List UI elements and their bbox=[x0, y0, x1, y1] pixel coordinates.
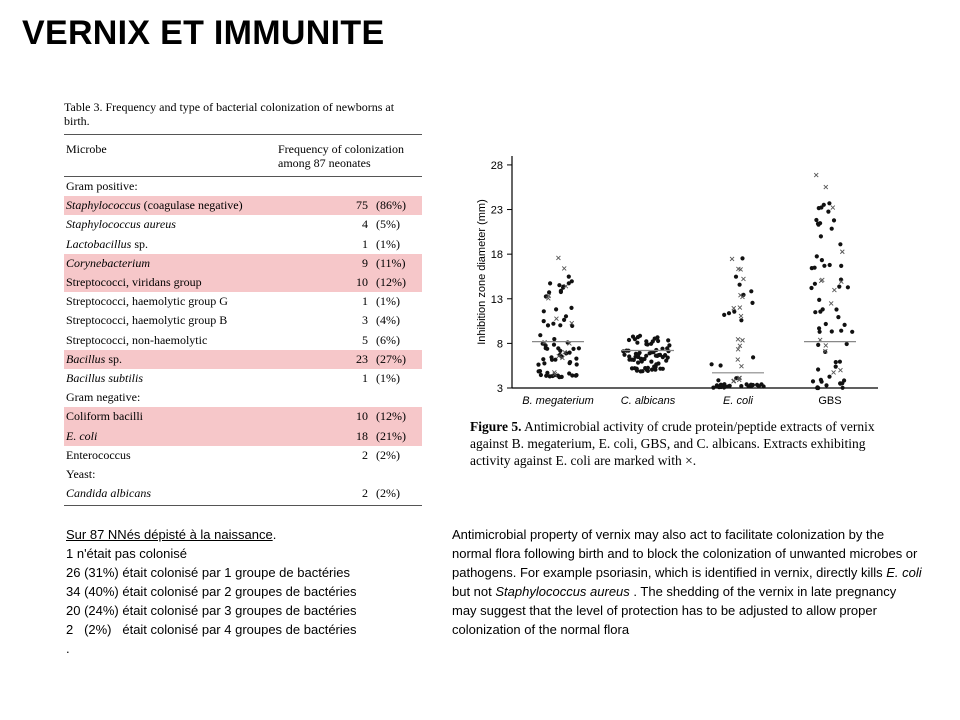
data-point bbox=[815, 254, 819, 258]
data-point bbox=[839, 329, 843, 333]
slide-title: VERNIX ET IMMUNITE bbox=[22, 14, 385, 52]
data-point bbox=[817, 326, 821, 330]
data-point bbox=[739, 318, 743, 322]
data-point bbox=[834, 365, 838, 369]
data-point bbox=[552, 343, 556, 347]
table-caption: Table 3. Frequency and type of bacterial colonization of newborns at birth. bbox=[64, 100, 395, 128]
microbe-label: Yeast: bbox=[66, 466, 96, 481]
screening-line: 2 (2%) était colonisé par 4 groupes de bactéries bbox=[66, 622, 357, 637]
data-point bbox=[841, 386, 845, 390]
paragraph-staph: Staphylococcus aureus bbox=[495, 584, 630, 599]
x-marked-point bbox=[738, 306, 742, 310]
table-row bbox=[64, 254, 422, 273]
table-row bbox=[64, 196, 422, 215]
data-point bbox=[569, 306, 573, 310]
x-marked-point bbox=[824, 343, 828, 347]
colonization-percent: (12%) bbox=[376, 275, 406, 290]
colonization-percent: (1%) bbox=[376, 294, 400, 309]
data-point bbox=[571, 347, 575, 351]
data-point bbox=[846, 285, 850, 289]
table-row bbox=[64, 292, 422, 311]
x-marked-point bbox=[562, 266, 566, 270]
microbe-name bbox=[66, 409, 348, 424]
y-tick-label: 18 bbox=[490, 249, 503, 262]
x-marked-point bbox=[730, 257, 734, 261]
data-point bbox=[655, 354, 659, 358]
data-point bbox=[751, 383, 755, 387]
data-point bbox=[644, 342, 648, 346]
screening-line: . bbox=[66, 641, 70, 656]
x-marked-point bbox=[736, 358, 740, 362]
data-point bbox=[850, 330, 854, 334]
table-row bbox=[64, 426, 422, 445]
microbe-name bbox=[66, 237, 348, 252]
microbe-label: Bacillus bbox=[66, 351, 106, 366]
data-point bbox=[716, 378, 720, 382]
data-point bbox=[824, 383, 828, 387]
table-row bbox=[64, 311, 422, 330]
colonization-count: 1 bbox=[362, 370, 368, 385]
screening-heading: Sur 87 NNés dépisté à la naissance bbox=[66, 527, 273, 542]
x-marked-point bbox=[739, 314, 743, 318]
data-point bbox=[627, 338, 631, 342]
data-point bbox=[663, 353, 667, 357]
y-tick-label: 28 bbox=[490, 159, 503, 172]
data-point bbox=[827, 201, 831, 205]
data-point bbox=[819, 234, 823, 238]
table-top-rule bbox=[64, 134, 422, 135]
data-point bbox=[759, 382, 763, 386]
microbe-label: Bacillus subtilis bbox=[66, 370, 144, 385]
colonization-percent: (1%) bbox=[376, 370, 400, 385]
screening-line: 34 (40%) était colonisé par 2 groupes de bactéries bbox=[66, 584, 357, 599]
microbe-label: Streptococci, non-haemolytic bbox=[66, 332, 208, 347]
data-point bbox=[719, 383, 723, 387]
microbe-name bbox=[66, 486, 348, 501]
data-point bbox=[557, 283, 561, 287]
colonization-count: 9 bbox=[362, 255, 368, 270]
scatter-chart bbox=[468, 150, 888, 412]
x-marked-point bbox=[840, 250, 844, 254]
table-row bbox=[64, 484, 422, 503]
data-point bbox=[727, 311, 731, 315]
data-point bbox=[548, 281, 552, 285]
data-point bbox=[845, 342, 849, 346]
data-point bbox=[710, 362, 714, 366]
data-point bbox=[834, 307, 838, 311]
data-point bbox=[843, 323, 847, 327]
data-point bbox=[728, 384, 732, 388]
data-point bbox=[814, 218, 818, 222]
data-point bbox=[635, 341, 639, 345]
x-marked-point bbox=[831, 206, 835, 210]
data-point bbox=[544, 374, 548, 378]
column-header-microbe: Microbe bbox=[66, 142, 107, 156]
microbe-name bbox=[66, 217, 348, 232]
colonization-percent: (11%) bbox=[376, 255, 406, 270]
paragraph-part-2: but not bbox=[452, 584, 496, 599]
microbe-name bbox=[66, 333, 348, 348]
figure-caption bbox=[470, 418, 890, 469]
data-point bbox=[711, 386, 715, 390]
microbe-label: Staphylococcus aureus bbox=[66, 217, 176, 232]
column-header-frequency: Frequency of colonization among 87 neonates bbox=[278, 142, 404, 170]
microbe-label: Coliform bacilli bbox=[66, 409, 143, 424]
data-point bbox=[813, 282, 817, 286]
data-point bbox=[816, 223, 820, 227]
microbe-name bbox=[66, 198, 348, 213]
data-point bbox=[750, 301, 754, 305]
colonization-count: 18 bbox=[356, 428, 368, 443]
data-point bbox=[818, 310, 822, 314]
data-point bbox=[666, 338, 670, 342]
data-point bbox=[631, 335, 635, 339]
data-point bbox=[815, 385, 819, 389]
data-point bbox=[838, 360, 842, 364]
data-point bbox=[568, 360, 572, 364]
microbe-label: Streptococci, haemolytic group B bbox=[66, 313, 228, 328]
table-row bbox=[64, 369, 422, 388]
x-category-label: E. coli bbox=[723, 395, 753, 407]
data-point bbox=[538, 333, 542, 337]
colonization-percent: (12%) bbox=[376, 409, 406, 424]
microbe-name bbox=[66, 371, 348, 386]
colonization-percent: (1%) bbox=[376, 236, 400, 251]
data-point bbox=[577, 346, 581, 350]
data-point bbox=[828, 263, 832, 267]
data-point bbox=[749, 289, 753, 293]
colonization-count: 4 bbox=[362, 217, 368, 232]
microbe-label: Streptococci, haemolytic group G bbox=[66, 294, 228, 309]
data-point bbox=[635, 367, 639, 371]
x-marked-point bbox=[739, 364, 743, 368]
colonization-count: 1 bbox=[362, 236, 368, 251]
x-marked-point bbox=[832, 370, 836, 374]
x-category-label: GBS bbox=[818, 395, 842, 407]
colonization-percent: (2%) bbox=[376, 447, 400, 462]
microbe-label: Enterococcus bbox=[66, 447, 131, 462]
data-point bbox=[664, 359, 668, 363]
table-header bbox=[64, 139, 422, 176]
x-marked-point bbox=[824, 185, 828, 189]
screening-heading-end: . bbox=[272, 527, 277, 542]
y-tick-label: 13 bbox=[490, 293, 503, 306]
microbe-name bbox=[66, 352, 348, 367]
x-marked-point bbox=[838, 368, 842, 372]
data-point bbox=[667, 343, 671, 347]
data-point bbox=[837, 285, 841, 289]
colonization-count: 2 bbox=[362, 447, 368, 462]
data-point bbox=[646, 369, 650, 373]
colonization-percent: (4%) bbox=[376, 313, 400, 328]
data-point bbox=[575, 362, 579, 366]
data-point bbox=[636, 355, 640, 359]
data-point bbox=[826, 210, 830, 214]
colonization-percent: (27%) bbox=[376, 351, 406, 366]
colonization-count: 10 bbox=[356, 409, 368, 424]
data-point bbox=[560, 375, 564, 379]
colonization-percent: (86%) bbox=[376, 198, 406, 213]
data-point bbox=[564, 314, 568, 318]
data-point bbox=[723, 385, 727, 389]
colonization-count: 3 bbox=[362, 313, 368, 328]
microbe-suffix: sp. bbox=[105, 351, 122, 366]
data-point bbox=[559, 290, 563, 294]
data-point bbox=[738, 283, 742, 287]
data-point bbox=[552, 337, 556, 341]
data-point bbox=[719, 363, 723, 367]
colonization-count: 23 bbox=[356, 351, 368, 366]
table-row bbox=[64, 235, 422, 254]
x-marked-point bbox=[829, 301, 833, 305]
microbe-label: Staphylococcus bbox=[66, 198, 141, 213]
data-point bbox=[542, 319, 546, 323]
data-point bbox=[813, 310, 817, 314]
data-point bbox=[630, 358, 634, 362]
data-point bbox=[755, 383, 759, 387]
data-point bbox=[636, 361, 640, 365]
data-point bbox=[537, 369, 541, 373]
data-point bbox=[636, 335, 640, 339]
data-point bbox=[820, 258, 824, 262]
microbe-label: Corynebacterium bbox=[66, 255, 150, 270]
data-point bbox=[546, 323, 550, 327]
data-point bbox=[838, 242, 842, 246]
table-row bbox=[64, 273, 422, 292]
figure-caption-text: Antimicrobial activity of crude protein/peptide extracts of vernix against B. megaterium, E. coli, GBS, and C. albicans. Extracts exhibiting activity against E. coli are marked with ×. bbox=[470, 419, 875, 468]
data-point bbox=[656, 339, 660, 343]
data-point bbox=[819, 205, 823, 209]
colonization-count: 75 bbox=[356, 198, 368, 213]
y-tick-label: 23 bbox=[490, 204, 503, 217]
table-body bbox=[64, 177, 422, 503]
figure-label: Figure 5. bbox=[470, 419, 522, 434]
microbe-suffix: sp. bbox=[131, 236, 149, 251]
data-point bbox=[536, 363, 540, 367]
colonization-percent: (6%) bbox=[376, 332, 400, 347]
screening-summary bbox=[66, 525, 446, 658]
data-point bbox=[740, 256, 744, 260]
data-point bbox=[654, 362, 658, 366]
data-point bbox=[545, 347, 549, 351]
microbe-label: E. coli bbox=[66, 428, 98, 443]
table-row bbox=[64, 407, 422, 426]
microbe-name bbox=[66, 179, 348, 194]
data-point bbox=[816, 343, 820, 347]
paragraph-part-3: . The shedding of the vernix in late pregnancy may suggest that the level of protection has to be adjusted to allow proper colonization of the normal flora bbox=[452, 584, 897, 637]
y-tick-label: 3 bbox=[496, 383, 503, 395]
microbe-name bbox=[66, 448, 348, 463]
data-point bbox=[653, 337, 657, 341]
data-point bbox=[554, 307, 558, 311]
table-row bbox=[64, 331, 422, 350]
data-point bbox=[811, 379, 815, 383]
microbe-label: Streptococci, viridans group bbox=[66, 275, 202, 290]
data-point bbox=[817, 298, 821, 302]
x-marked-point bbox=[736, 337, 740, 341]
screening-line: 1 n'était pas colonisé bbox=[66, 546, 188, 561]
data-point bbox=[819, 378, 823, 382]
data-point bbox=[827, 375, 831, 379]
paragraph-part-1: Antimicrobial property of vernix may also act to facilitate colonization by the normal flora following birth and to block the colonization of unwanted microbes or pathogens. For example psoriasin, which is identified in vernix, directly kills bbox=[452, 527, 918, 580]
screening-line: 20 (24%) était colonisé par 3 groupes de bactéries bbox=[66, 603, 357, 618]
data-point bbox=[574, 374, 578, 378]
vernix-paragraph bbox=[452, 525, 922, 639]
microbe-label: Gram positive: bbox=[66, 179, 138, 194]
microbe-label: Lactobacillus bbox=[66, 236, 132, 251]
data-point bbox=[722, 313, 726, 317]
y-axis-label: Inhibition zone diameter (mm) bbox=[476, 199, 488, 345]
data-point bbox=[832, 218, 836, 222]
data-point bbox=[542, 361, 546, 365]
table-bottom-rule bbox=[64, 505, 422, 506]
x-category-label: C. albicans bbox=[620, 395, 676, 407]
colonization-percent: (2%) bbox=[376, 486, 400, 501]
colonization-count: 1 bbox=[362, 294, 368, 309]
data-point bbox=[813, 266, 817, 270]
data-point bbox=[830, 329, 834, 333]
x-marked-point bbox=[832, 288, 836, 292]
data-point bbox=[840, 381, 844, 385]
colonization-percent: (5%) bbox=[376, 217, 400, 232]
data-point bbox=[644, 354, 648, 358]
data-point bbox=[558, 349, 562, 353]
x-marked-point bbox=[814, 173, 818, 177]
data-point bbox=[639, 369, 643, 373]
data-point bbox=[839, 264, 843, 268]
microbe-name bbox=[66, 256, 348, 271]
data-point bbox=[541, 357, 545, 361]
x-marked-point bbox=[741, 277, 745, 281]
data-point bbox=[542, 309, 546, 313]
microbe-name bbox=[66, 275, 348, 290]
data-point bbox=[551, 322, 555, 326]
data-point bbox=[751, 355, 755, 359]
data-point bbox=[830, 227, 834, 231]
data-point bbox=[809, 286, 813, 290]
table-row bbox=[64, 350, 422, 369]
microbe-name bbox=[66, 429, 348, 444]
x-marked-point bbox=[740, 338, 744, 342]
colonization-table bbox=[64, 100, 422, 506]
y-tick-label: 8 bbox=[496, 338, 503, 351]
chart-svg bbox=[468, 150, 888, 412]
colonization-percent: (21%) bbox=[376, 428, 406, 443]
colonization-count: 10 bbox=[356, 275, 368, 290]
data-point bbox=[550, 358, 554, 362]
table-section-row bbox=[64, 388, 422, 407]
data-point bbox=[739, 384, 743, 388]
data-point bbox=[649, 342, 653, 346]
colonization-count: 5 bbox=[362, 332, 368, 347]
paragraph-ecoli: E. coli bbox=[886, 565, 922, 580]
data-point bbox=[649, 360, 653, 364]
microbe-name bbox=[66, 467, 348, 482]
data-point bbox=[648, 351, 652, 355]
x-marked-point bbox=[554, 317, 558, 321]
data-point bbox=[661, 367, 665, 371]
screening-line: 26 (31%) était colonisé par 1 groupe de bactéries bbox=[66, 565, 351, 580]
table-row bbox=[64, 215, 422, 234]
data-point bbox=[562, 318, 566, 322]
data-point bbox=[834, 360, 838, 364]
x-category-label: B. megaterium bbox=[522, 395, 594, 407]
data-point bbox=[539, 373, 543, 377]
table-section-row bbox=[64, 465, 422, 484]
data-point bbox=[816, 367, 820, 371]
data-point bbox=[621, 349, 625, 353]
microbe-label: Candida albicans bbox=[66, 486, 152, 501]
colonization-count: 2 bbox=[362, 486, 368, 501]
table-section-row bbox=[64, 177, 422, 196]
data-point bbox=[558, 323, 562, 327]
data-point bbox=[567, 275, 571, 279]
table-row bbox=[64, 446, 422, 465]
data-point bbox=[574, 357, 578, 361]
microbe-name bbox=[66, 294, 348, 309]
data-point bbox=[824, 322, 828, 326]
microbe-name bbox=[66, 313, 348, 328]
data-point bbox=[822, 264, 826, 268]
data-point bbox=[734, 275, 738, 279]
microbe-label: Gram negative: bbox=[66, 390, 141, 405]
data-point bbox=[836, 315, 840, 319]
x-marked-point bbox=[556, 256, 560, 260]
microbe-suffix: (coagulase negative) bbox=[140, 198, 243, 213]
microbe-name bbox=[66, 390, 348, 405]
